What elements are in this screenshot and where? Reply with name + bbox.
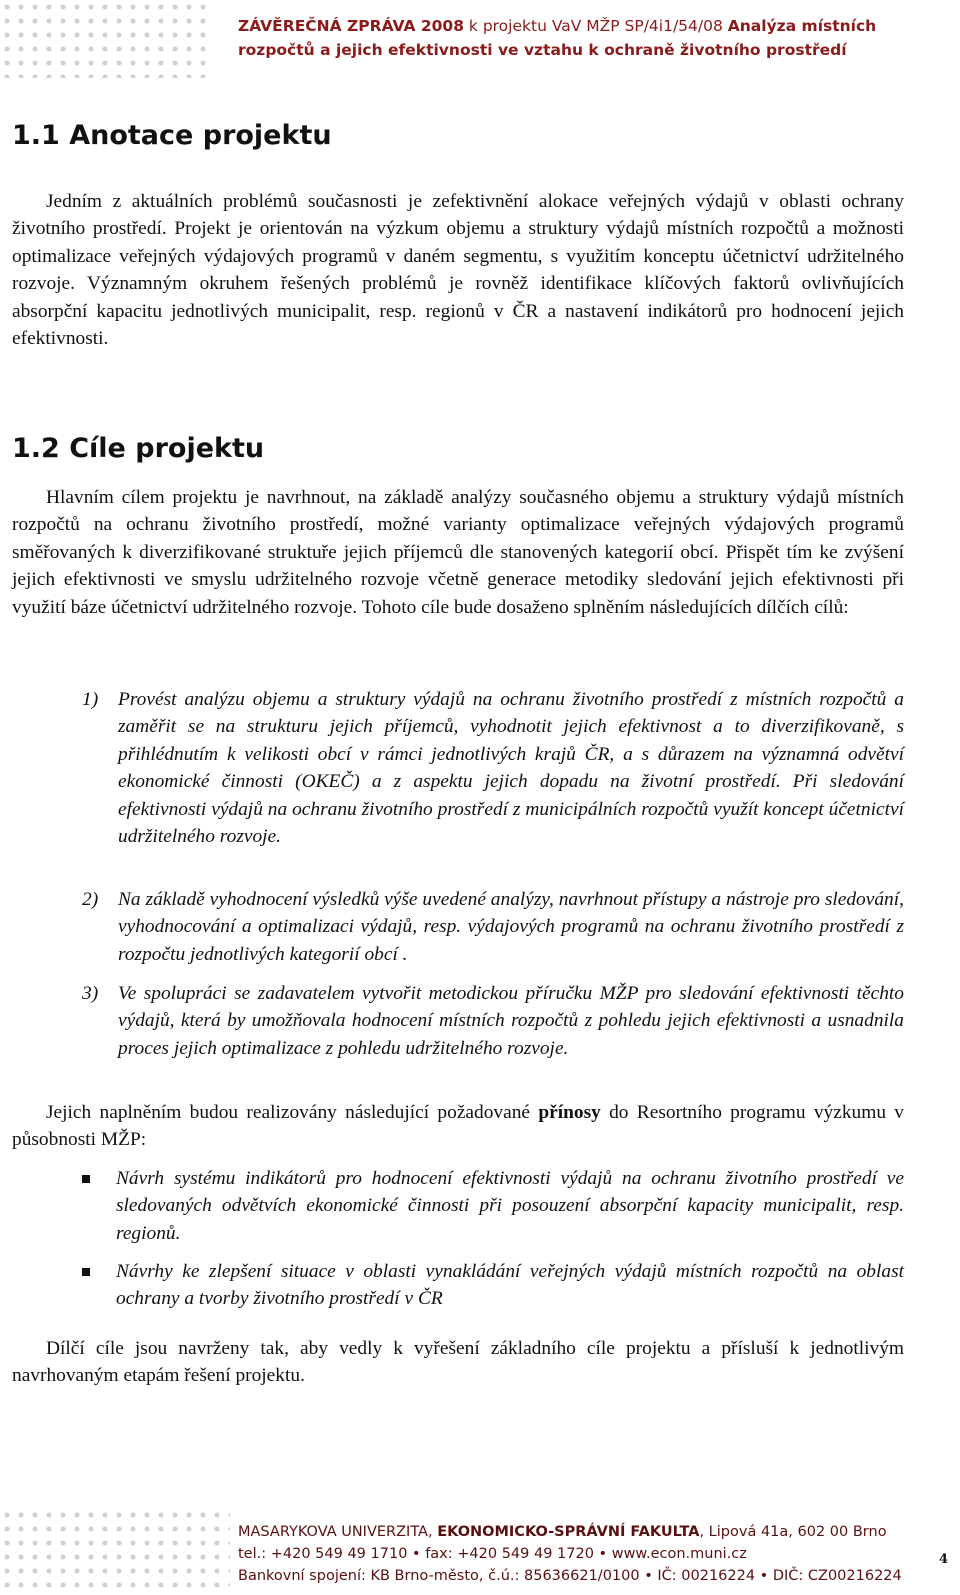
goal-number: 3) <box>82 983 99 1004</box>
header-line-1 <box>238 14 938 38</box>
square-bullet-icon <box>82 1175 90 1183</box>
benefits-intro-text: Jejich naplněním budou realizovány následující požadované <box>46 1102 539 1123</box>
header-project-code: k projektu VaV MŽP SP/4i1/54/08 <box>463 17 728 35</box>
benefits-intro <box>12 1099 904 1154</box>
header-title-start: Analýza místních <box>727 17 877 35</box>
footer-faculty: EKONOMICKO-SPRÁVNÍ FAKULTA <box>437 1524 700 1540</box>
footer-university: MASARYKOVA UNIVERZITA, <box>238 1524 438 1540</box>
goal-text: Provést analýzu objemu a struktury výdajů na ochranu životního prostředí z místních rozpočtů a zaměřit se na strukturu jejich příjemců, vyhodnotit jejich efektivnost a to diverzifikovaně, s přihlédnutím k velikosti obcí v rámci jednotlivých krajů ČR, a s důrazem na významná odvětví ekonomické činnosti (OKEČ) a z aspektu jejich dopadu na životní prostředí. Při sledování efektivnosti výdajů na ochranu životního prostředí z municipálních rozpočtů využít koncept účetnictví udržitelného rozvoje. <box>118 689 904 848</box>
square-bullet-icon <box>82 1268 90 1276</box>
goal-text: Na základě vyhodnocení výsledků výše uvedené analýzy, navrhnout přístupy a nástroje pro sledování, vyhodnocování a optimalizaci výdajů, resp. výdajových programů na ochranu životního prostředí z rozpočtu jednotlivých kategorií obcí . <box>118 889 904 965</box>
footer-bank-details: Bankovní spojení: KB Brno-město, č.ú.: 85636621/0100 • IČ: 00216224 • DIČ: CZ00216224 <box>238 1568 902 1584</box>
benefit-item-1 <box>82 1165 904 1247</box>
benefits-keyword: přínosy <box>538 1102 601 1123</box>
page-number: 4 <box>939 1552 949 1567</box>
goal-item-3 <box>82 980 904 1062</box>
footer-line-1 <box>238 1521 928 1543</box>
footer-address: , Lipová 41a, 602 00 Brno <box>699 1524 887 1540</box>
document-header <box>238 14 938 62</box>
decorative-dot-pattern-top <box>0 0 210 78</box>
benefit-item-2 <box>82 1258 904 1313</box>
goal-number: 2) <box>82 889 99 910</box>
section-1-paragraph: Jedním z aktuálních problémů současnosti je zefektivnění alokace veřejných výdajů v oblasti ochrany životního prostředí. Projekt je orientován na výzkum objemu a struktury výdajů místních rozpočtů a možnosti optimalizace veřejných výdajových programů v daném segmentu, s využitím konceptu účetnictví udržitelného rozvoje. Významným okruhem řešených problémů je rovněž identifikace klíčových faktorů ovlivňujících absorpční kapacitu jednotlivých municipalit, resp. regionů v ČR a nastavení indikátorů pro hodnocení jejich efektivnosti. <box>12 191 904 350</box>
header-line-2: rozpočtů a jejich efektivnosti ve vztahu k ochraně životního prostředí <box>238 41 847 59</box>
goal-item-2 <box>82 886 904 968</box>
document-footer <box>238 1521 928 1587</box>
section-heading-cile: 1.2 Cíle projektu <box>12 433 265 464</box>
goal-number: 1) <box>82 689 99 710</box>
decorative-dot-pattern-bottom <box>0 1508 230 1595</box>
section-2-intro: Hlavním cílem projektu je navrhnout, na základě analýzy současného objemu a struktury výdajů místních rozpočtů na ochranu životního prostředí, možné varianty optimalizace veřejných výdajových programů směřovaných k diverzifikované struktuře jejich příjemců dle stanovených kategorií obcí. Přispět tím ke zvýšení jejich efektivnosti ve smyslu udržitelného rozvoje včetně generace metodiky sledování jejich efektivnosti při využití báze účetnictví udržitelného rozvoje. Tohoto cíle bude dosaženo splněním následujících dílčích cílů: <box>12 487 904 618</box>
section-heading-anotace: 1.1 Anotace projektu <box>12 120 332 151</box>
benefit-text: Návrhy ke zlepšení situace v oblasti vynakládání veřejných výdajů místních rozpočtů na oblast ochrany a tvorby životního prostředí v ČR <box>116 1261 904 1310</box>
benefits-intro-text-end: do Resortního programu výzkumu v působnosti MŽP: <box>12 1102 904 1151</box>
goal-text: Ve spolupráci se zadavatelem vytvořit metodickou příručku MŽP pro sledování efektivnosti těchto výdajů, která by umožňovala hodnocení místních rozpočtů z pohledu jejich efektivnosti a usnadnila proces jejich optimalizace z pohledu udržitelného rozvoje. <box>118 983 904 1059</box>
header-report-title: ZÁVĚREČNÁ ZPRÁVA 2008 <box>238 17 464 35</box>
closing-paragraph: Dílčí cíle jsou navrženy tak, aby vedly k vyřešení základního cíle projektu a přísluší k jednotlivým navrhovaným etapám řešení projektu. <box>12 1338 904 1387</box>
footer-contact: tel.: +420 549 49 1710 • fax: +420 549 49 1720 • www.econ.muni.cz <box>238 1546 747 1562</box>
benefit-text: Návrh systému indikátorů pro hodnocení efektivnosti výdajů na ochranu životního prostředí ve sledovaných odvětvích ekonomické činnosti při posouzení absorpční kapacity municipalit, resp. regionů. <box>116 1168 904 1244</box>
goal-item-1 <box>82 686 904 850</box>
